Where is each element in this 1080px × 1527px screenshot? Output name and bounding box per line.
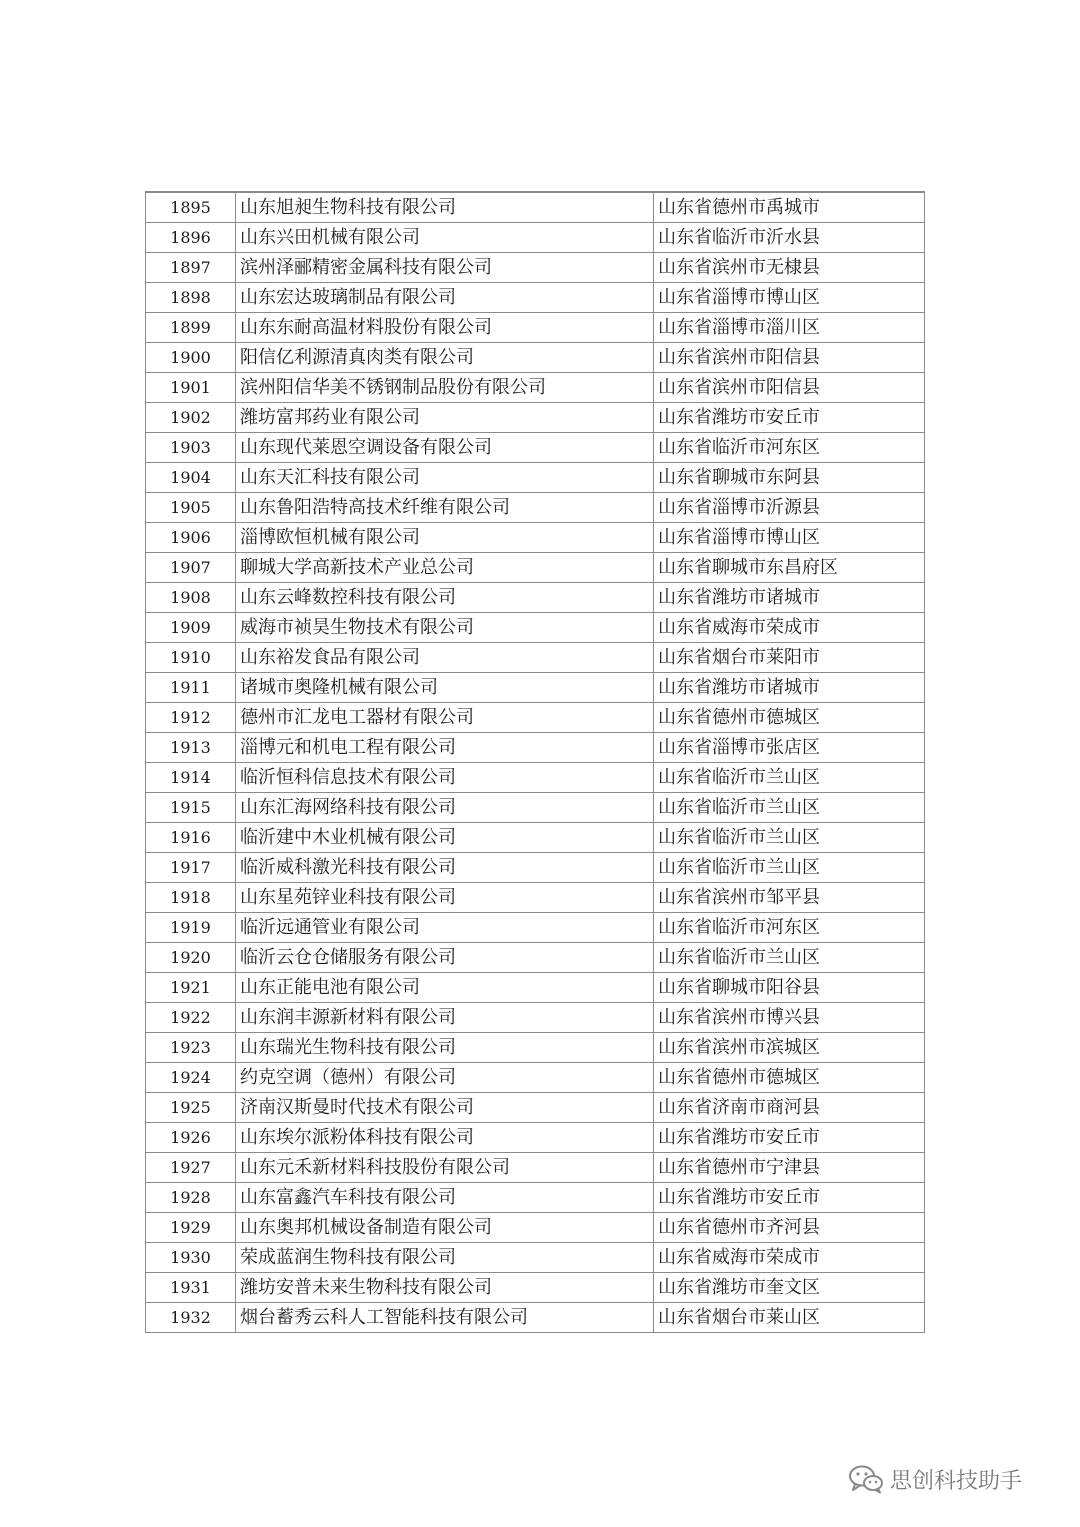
row-number: 1904 [146,463,236,493]
company-location: 山东省淄博市博山区 [654,283,925,313]
wechat-icon [848,1464,884,1494]
watermark-text: 思创科技助手 [890,1468,1023,1494]
row-number: 1926 [146,1123,236,1153]
company-name: 山东正能电池有限公司 [236,973,654,1003]
company-name: 山东埃尔派粉体科技有限公司 [236,1123,654,1153]
company-location: 山东省威海市荣成市 [654,613,925,643]
table-row [146,793,925,823]
company-name: 山东现代莱恩空调设备有限公司 [236,433,654,463]
row-number: 1909 [146,613,236,643]
row-number: 1906 [146,523,236,553]
table-row [146,192,925,223]
row-number: 1918 [146,883,236,913]
company-location: 山东省临沂市兰山区 [654,823,925,853]
row-number: 1908 [146,583,236,613]
table-row [146,1033,925,1063]
table-row [146,853,925,883]
company-location: 山东省德州市宁津县 [654,1153,925,1183]
table-row [146,1093,925,1123]
company-location: 山东省聊城市东阿县 [654,463,925,493]
table-row [146,463,925,493]
row-number: 1899 [146,313,236,343]
company-name: 济南汉斯曼时代技术有限公司 [236,1093,654,1123]
company-location: 山东省济南市商河县 [654,1093,925,1123]
row-number: 1923 [146,1033,236,1063]
table-row [146,1063,925,1093]
company-location: 山东省滨州市邹平县 [654,883,925,913]
row-number: 1931 [146,1273,236,1303]
company-location: 山东省滨州市无棣县 [654,253,925,283]
company-name: 山东奥邦机械设备制造有限公司 [236,1213,654,1243]
company-location: 山东省临沂市兰山区 [654,853,925,883]
company-location: 山东省滨州市阳信县 [654,343,925,373]
company-name: 山东天汇科技有限公司 [236,463,654,493]
row-number: 1911 [146,673,236,703]
company-name: 山东元禾新材料科技股份有限公司 [236,1153,654,1183]
company-name: 潍坊富邦药业有限公司 [236,403,654,433]
table-row [146,1183,925,1213]
company-location: 山东省淄博市淄川区 [654,313,925,343]
row-number: 1896 [146,223,236,253]
company-location: 山东省聊城市阳谷县 [654,973,925,1003]
table-row [146,703,925,733]
company-location: 山东省淄博市沂源县 [654,493,925,523]
company-name: 临沂远通管业有限公司 [236,913,654,943]
company-location: 山东省潍坊市奎文区 [654,1273,925,1303]
company-table [145,191,925,1333]
company-name: 约克空调（德州）有限公司 [236,1063,654,1093]
row-number: 1919 [146,913,236,943]
company-name: 威海市祯昊生物技术有限公司 [236,613,654,643]
company-location: 山东省威海市荣成市 [654,1243,925,1273]
company-location: 山东省潍坊市安丘市 [654,1123,925,1153]
company-name: 山东鲁阳浩特高技术纤维有限公司 [236,493,654,523]
company-location: 山东省烟台市莱山区 [654,1303,925,1333]
company-name: 山东星苑锌业科技有限公司 [236,883,654,913]
company-name: 诸城市奥隆机械有限公司 [236,673,654,703]
company-name: 阳信亿利源清真肉类有限公司 [236,343,654,373]
table-row [146,493,925,523]
company-location: 山东省临沂市兰山区 [654,793,925,823]
table-row [146,1303,925,1333]
table-row [146,553,925,583]
row-number: 1905 [146,493,236,523]
table-row [146,1153,925,1183]
table-row [146,763,925,793]
table-row [146,1123,925,1153]
table-row [146,823,925,853]
company-name: 山东瑞光生物科技有限公司 [236,1033,654,1063]
row-number: 1932 [146,1303,236,1333]
table-row [146,223,925,253]
row-number: 1914 [146,763,236,793]
row-number: 1897 [146,253,236,283]
row-number: 1898 [146,283,236,313]
company-location: 山东省滨州市滨城区 [654,1033,925,1063]
company-name: 烟台蓄秀云科人工智能科技有限公司 [236,1303,654,1333]
row-number: 1925 [146,1093,236,1123]
company-name: 临沂威科激光科技有限公司 [236,853,654,883]
table-row [146,523,925,553]
company-location: 山东省德州市禹城市 [654,192,925,223]
row-number: 1922 [146,1003,236,1033]
company-location: 山东省临沂市兰山区 [654,763,925,793]
row-number: 1917 [146,853,236,883]
table-row [146,643,925,673]
row-number: 1929 [146,1213,236,1243]
company-name: 临沂建中木业机械有限公司 [236,823,654,853]
table-row [146,973,925,1003]
table-row [146,673,925,703]
table-row [146,1213,925,1243]
row-number: 1901 [146,373,236,403]
table-row [146,883,925,913]
table-row [146,943,925,973]
company-location: 山东省临沂市兰山区 [654,943,925,973]
company-name: 滨州阳信华美不锈钢制品股份有限公司 [236,373,654,403]
table-row [146,403,925,433]
table-row [146,253,925,283]
table-body [146,192,925,1333]
table-row [146,313,925,343]
company-location: 山东省德州市德城区 [654,703,925,733]
row-number: 1928 [146,1183,236,1213]
company-location: 山东省潍坊市诸城市 [654,583,925,613]
company-name: 荣成蓝润生物科技有限公司 [236,1243,654,1273]
table-row [146,373,925,403]
company-name: 淄博欧恒机械有限公司 [236,523,654,553]
table-row [146,733,925,763]
row-number: 1895 [146,192,236,223]
row-number: 1912 [146,703,236,733]
company-location: 山东省淄博市博山区 [654,523,925,553]
table-row [146,283,925,313]
company-name: 山东富鑫汽车科技有限公司 [236,1183,654,1213]
table-row [146,583,925,613]
company-name: 潍坊安普未来生物科技有限公司 [236,1273,654,1303]
company-location: 山东省潍坊市安丘市 [654,403,925,433]
table-row [146,913,925,943]
company-name: 聊城大学高新技术产业总公司 [236,553,654,583]
row-number: 1903 [146,433,236,463]
row-number: 1900 [146,343,236,373]
company-name: 山东东耐高温材料股份有限公司 [236,313,654,343]
company-name: 德州市汇龙电工器材有限公司 [236,703,654,733]
company-name: 山东云峰数控科技有限公司 [236,583,654,613]
company-location: 山东省德州市德城区 [654,1063,925,1093]
company-name: 淄博元和机电工程有限公司 [236,733,654,763]
company-name: 山东旭昶生物科技有限公司 [236,192,654,223]
row-number: 1930 [146,1243,236,1273]
row-number: 1913 [146,733,236,763]
company-location: 山东省潍坊市诸城市 [654,673,925,703]
watermark [848,1462,1022,1496]
company-name: 临沂云仓仓储服务有限公司 [236,943,654,973]
company-name: 山东润丰源新材料有限公司 [236,1003,654,1033]
table-row [146,343,925,373]
company-location: 山东省滨州市阳信县 [654,373,925,403]
company-location: 山东省德州市齐河县 [654,1213,925,1243]
row-number: 1916 [146,823,236,853]
company-location: 山东省临沂市沂水县 [654,223,925,253]
company-location: 山东省临沂市河东区 [654,913,925,943]
row-number: 1927 [146,1153,236,1183]
company-name: 山东裕发食品有限公司 [236,643,654,673]
company-name: 山东汇海网络科技有限公司 [236,793,654,823]
row-number: 1920 [146,943,236,973]
company-name: 滨州泽郦精密金属科技有限公司 [236,253,654,283]
company-name: 临沂恒科信息技术有限公司 [236,763,654,793]
row-number: 1907 [146,553,236,583]
table-row [146,613,925,643]
table-row [146,433,925,463]
company-name: 山东宏达玻璃制品有限公司 [236,283,654,313]
company-location: 山东省潍坊市安丘市 [654,1183,925,1213]
company-location: 山东省临沂市河东区 [654,433,925,463]
company-name: 山东兴田机械有限公司 [236,223,654,253]
row-number: 1902 [146,403,236,433]
company-location: 山东省烟台市莱阳市 [654,643,925,673]
company-location: 山东省淄博市张店区 [654,733,925,763]
row-number: 1915 [146,793,236,823]
row-number: 1910 [146,643,236,673]
company-location: 山东省聊城市东昌府区 [654,553,925,583]
table-row [146,1243,925,1273]
row-number: 1924 [146,1063,236,1093]
row-number: 1921 [146,973,236,1003]
table-row [146,1273,925,1303]
company-location: 山东省滨州市博兴县 [654,1003,925,1033]
table-row [146,1003,925,1033]
